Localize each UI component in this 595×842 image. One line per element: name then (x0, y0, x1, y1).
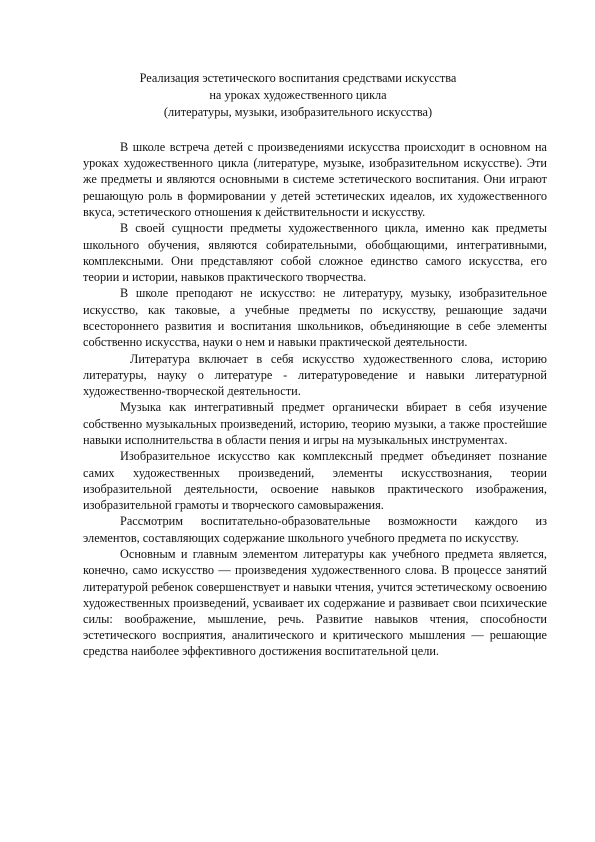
title-line-2: на уроках художественного цикла (209, 88, 387, 102)
paragraph-literature-main: Основным и главным элементом литературы как учебного предмета является, конечно, само искусство — произведения художественного слова. В процессе занятий литературой ребенок совершенствует и навыки чтения, учится эстетическому освоению художественных произведений, усваивает их содержание и развивает свои психические силы: воображение, мышление, речь. Развитие навыков чтения, способности эстетического восприятия, аналитического и критического мышления — решающие средства наиболее эффективного достижения воспитательной цели. (83, 547, 547, 659)
paragraph-school-subjects: В школе преподают не искусство: не литературу, музыку, изобразительное искусство, как таковые, а учебные предметы по искусству, решающие задачи всестороннего развития и воспитания школьников, объединяющие в себе элементы собственно искусства, науки о нем и навыки практической деятельности. (83, 286, 547, 350)
paragraph-essence: В своей сущности предметы художественного цикла, именно как предметы школьного обучения, являются собирательными, обобщающими, интегративными, комплексными. Они представляют собой сложное единство самого искусства, его теории и истории, навыков практического творчества. (83, 221, 547, 284)
paragraph-fine-arts: Изобразительное искусство как комплексный предмет объединяет познание самих художественных произведений, элементы искусствознания, теории изобразительной деятельности, освоение навыков практического изображения, изобразительной грамоты и творческого самовыражения. (83, 449, 547, 512)
paragraph-literature: Литература включает в себя искусство художественного слова, историю литературы, науку о литературе - литературоведение и навыки литературной художественно-творческой деятельности. (83, 351, 547, 398)
title-line-1: Реализация эстетического воспитания средствами искусства (139, 71, 457, 85)
document-title (112, 70, 484, 121)
paragraph-intro: В школе встреча детей с произведениями искусства происходит в основном на уроках художественного цикла (литературе, музыке, изобразительном искусстве). Эти же предметы и являются основными в системе эстетического воспитания. Они играют решающую роль в формировании у детей эстетических идеалов, их художественного вкуса, эстетического отношения к действительности и искусству. (83, 140, 547, 219)
title-line-3: (литературы, музыки, изобразительного искусства) (163, 105, 433, 119)
paragraph-music: Музыка как интегративный предмет органически вбирает в себя изучение собственно музыкальных произведений, историю, теорию музыки, а также простейшие навыки исполнительства в области пения и игры на музыкальных инструментах. (83, 400, 547, 447)
paragraph-consider: Рассмотрим воспитательно-образовательные возможности каждого из элементов, составляющих содержание школьного учебного предмета по искусству. (83, 514, 547, 545)
document-body (83, 139, 547, 660)
